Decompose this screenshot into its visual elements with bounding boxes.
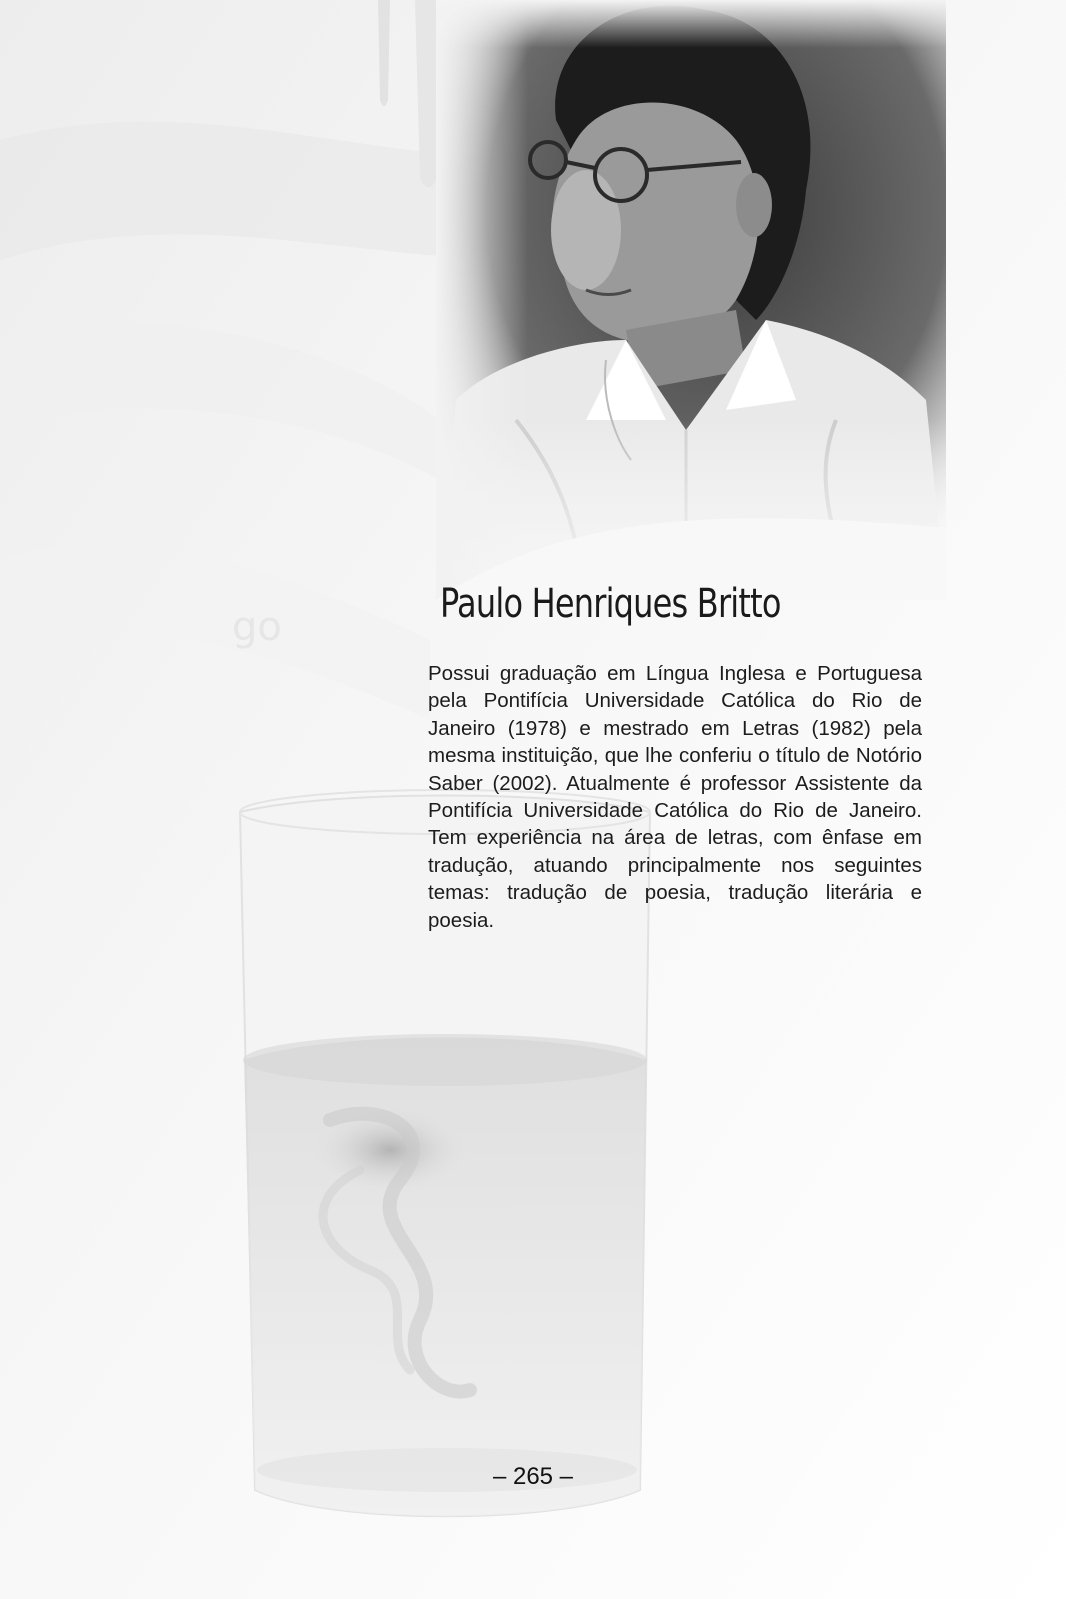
author-name: Paulo Henriques Britto xyxy=(440,581,781,627)
author-biography: Possui graduação em Língua Inglesa e Portuguesa pela Pontifícia Universidade Católica do Rio de Janeiro (1978) e mestrado em Letras (1982) pela mesma instituição, que lhe conferiu o título de Notório Saber (2002). Atualmente é professor Assistente da Pontifícia Universidade Católica do Rio de Janeiro. Tem experiência na área de letras, com ênfase em tradução, atuando principalmente nos seguintes temas: tradução de poesia, tradução literária e poesia. xyxy=(428,662,922,932)
svg-text:go: go xyxy=(232,604,282,650)
page-number: – 265 – xyxy=(492,1463,574,1490)
author-portrait-photo xyxy=(436,0,946,600)
